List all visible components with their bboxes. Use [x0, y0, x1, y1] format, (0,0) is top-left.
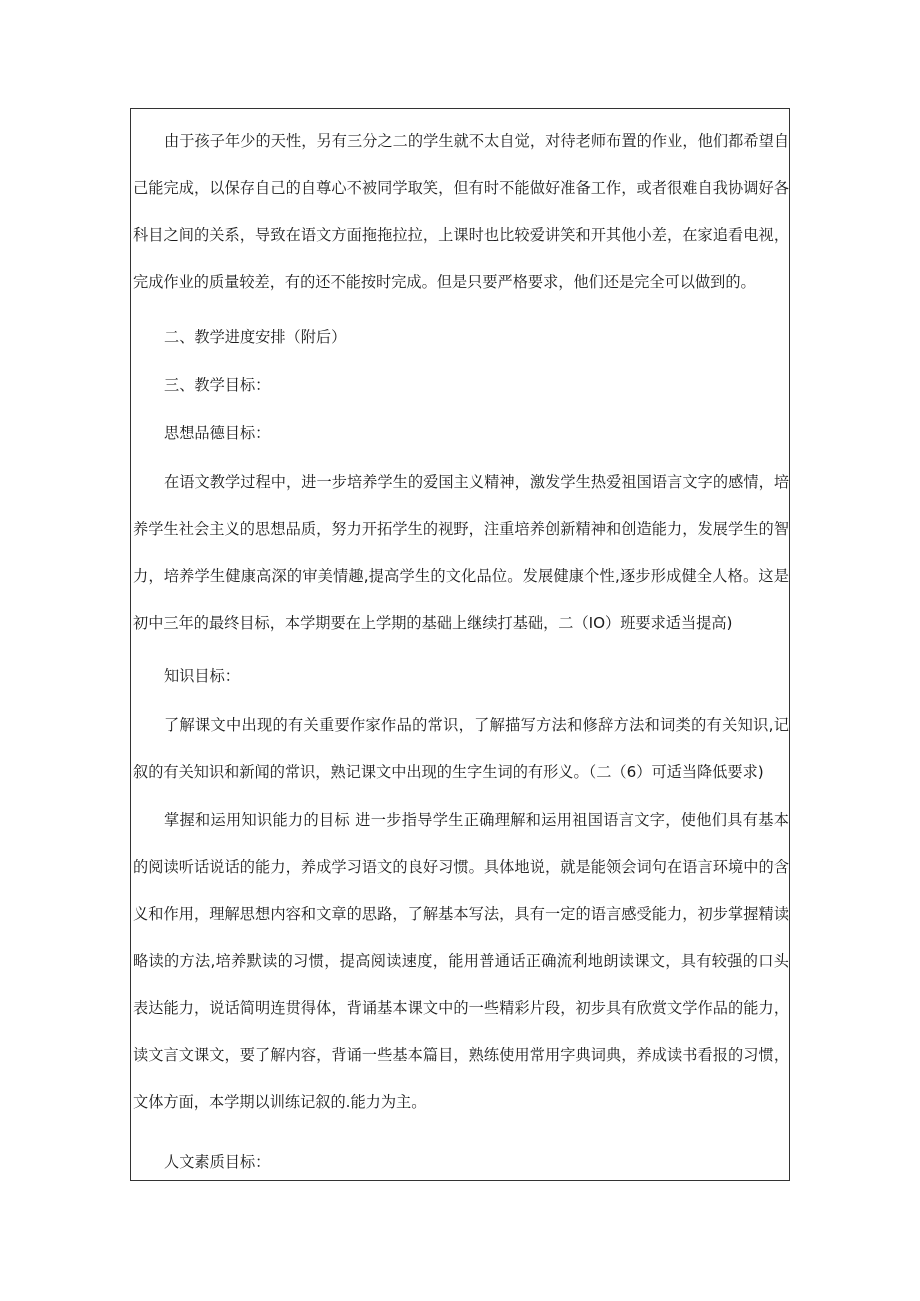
- section-heading-schedule: 二、教学进度安排（附后）: [164, 328, 347, 346]
- section-heading-goals: 三、教学目标：: [164, 376, 271, 394]
- subheading-knowledge-goals: 知识目标：: [164, 667, 240, 685]
- paragraph-ability-goals: 掌握和运用知识能力的目标 进一步指导学生正确理解和运用祖国语言文字，使他们具有基本的阅读听话说话的能力，养成学习语文的良好习惯。具体地说，就是能领会词句在语言环境中的含义和作用，理解思想内容和文章的思路，了解基本写法，具有一定的语言感受能力，初步掌握精读略读的方法,培养默读的习惯，提高阅读速度，能用普通话正确流利地朗读课文，具有较强的口头表达能力，说话简明连贯得体，背诵基本课文中的一些精彩片段，初步具有欣赏文学作品的能力，读文言文课文，要了解内容，背诵一些基本篇目，熟练使用常用字典词典，养成读书看报的习惯，文体方面，本学期以训练记叙的.能力为主。: [133, 811, 789, 1111]
- paragraph-knowledge-goals: 了解课文中出现的有关重要作家作品的常识，了解描写方法和修辞方法和词类的有关知识,记叙的有关知识和新闻的常识，熟记课文中出现的生字生词的有形义。（二（6）可适当降低要求): [133, 716, 789, 781]
- paragraph-moral-goals: 在语文教学过程中，进一步培养学生的爱国主义精神，激发学生热爱祖国语言文字的感情，培养学生社会主义的思想品质，努力开拓学生的视野，注重培养创新精神和创造能力，发展学生的智力，培养学生健康高深的审美情趣,提高学生的文化品位。发展健康个性,逐步形成健全人格。这是初中三年的最终目标，本学期要在上学期的基础上继续打基础，二（IO）班要求适当提高): [133, 473, 789, 632]
- subheading-moral-goals: 思想品德目标：: [164, 424, 271, 442]
- subheading-humanities-goals: 人文素质目标：: [164, 1153, 271, 1171]
- paragraph-student-habits: 由于孩子年少的天性，另有三分之二的学生就不太自觉，对待老师布置的作业，他们都希望自己能完成，以保存自己的自尊心不被同学取笑，但有时不能做好准备工作，或者很难自我协调好各科目之间的关系，导致在语文方面拖拖拉拉，上课时也比较爱讲笑和开其他小差，在家追看电视，完成作业的质量较差，有的还不能按时完成。但是只要严格要求，他们还是完全可以做到的。: [133, 132, 789, 291]
